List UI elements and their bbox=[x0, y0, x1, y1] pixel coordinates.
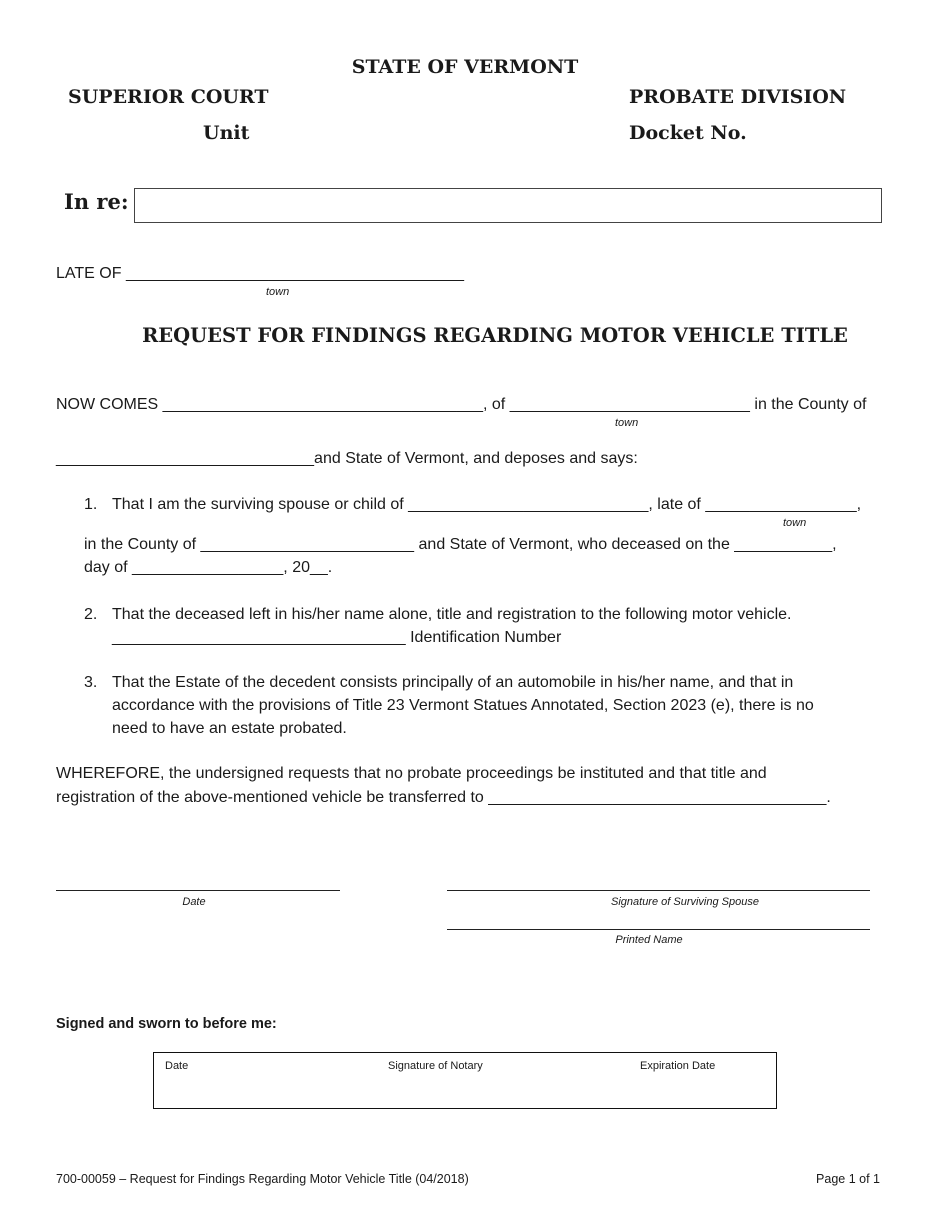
form-id-footer: 700-00059 – Request for Findings Regarding Motor Vehicle Title (04/2018) bbox=[56, 1172, 469, 1186]
spouse-signature-line[interactable] bbox=[447, 890, 870, 891]
item-3-line-3: need to have an estate probated. bbox=[112, 720, 347, 737]
state-heading: STATE OF VERMONT bbox=[351, 56, 579, 78]
notary-heading: Signed and sworn to before me: bbox=[56, 1016, 277, 1032]
notary-signature-label: Signature of Notary bbox=[388, 1060, 483, 1072]
docket-label: Docket No. bbox=[629, 122, 747, 144]
item-3-line-2: accordance with the provisions of Title 23 Vermont Statues Annotated, Section 2023 (e), there is no bbox=[112, 697, 814, 714]
form-title: REQUEST FOR FINDINGS REGARDING MOTOR VEHICLE TITLE bbox=[142, 324, 848, 347]
notary-date-label: Date bbox=[165, 1060, 189, 1072]
item-1-line-3: day of _________________, 20__. bbox=[84, 559, 333, 576]
unit-label: Unit bbox=[203, 122, 250, 144]
item-1-town-caption: town bbox=[783, 517, 807, 529]
state-deposes-line: _____________________________and State of Vermont, and deposes and says: bbox=[56, 450, 638, 467]
notary-expiration-label: Expiration Date bbox=[640, 1060, 716, 1072]
date-signature-line[interactable] bbox=[56, 890, 340, 891]
wherefore-line-1: WHEREFORE, the undersigned requests that no probate proceedings be instituted and that title and bbox=[56, 765, 767, 782]
item-1-line-2: in the County of ________________________ and State of Vermont, who deceased on the ___________, bbox=[84, 536, 837, 553]
item-1-number: 1. bbox=[84, 496, 98, 513]
in-re-label: In re: bbox=[64, 189, 129, 214]
item-2-line-1: That the deceased left in his/her name alone, title and registration to the following motor vehicle. bbox=[112, 606, 792, 623]
division-heading: PROBATE DIVISION bbox=[629, 86, 847, 108]
item-3-number: 3. bbox=[84, 674, 98, 691]
in-re-field[interactable] bbox=[134, 188, 882, 223]
printed-name-caption: Printed Name bbox=[615, 934, 683, 946]
spouse-signature-caption: Signature of Surviving Spouse bbox=[611, 896, 759, 908]
court-heading: SUPERIOR COURT bbox=[68, 86, 269, 108]
late-of-line: LATE OF ______________________________________ bbox=[56, 265, 465, 282]
date-caption: Date bbox=[182, 896, 206, 908]
wherefore-line-2: registration of the above-mentioned vehicle be transferred to ______________________________________. bbox=[56, 789, 831, 806]
item-2-number: 2. bbox=[84, 606, 98, 623]
late-of-town-caption: town bbox=[266, 286, 290, 298]
page-number: Page 1 of 1 bbox=[816, 1172, 880, 1186]
item-3-line-1: That the Estate of the decedent consists principally of an automobile in his/her name, and that in bbox=[112, 674, 794, 691]
printed-name-line[interactable] bbox=[447, 929, 870, 930]
now-comes-line: NOW COMES ____________________________________, of ___________________________ in the County of bbox=[56, 396, 867, 413]
item-2-line-2: _________________________________ Identification Number bbox=[112, 629, 562, 646]
item-1-line-1: That I am the surviving spouse or child of ___________________________, late of _________________, bbox=[112, 496, 862, 513]
now-comes-town-caption: town bbox=[615, 417, 639, 429]
